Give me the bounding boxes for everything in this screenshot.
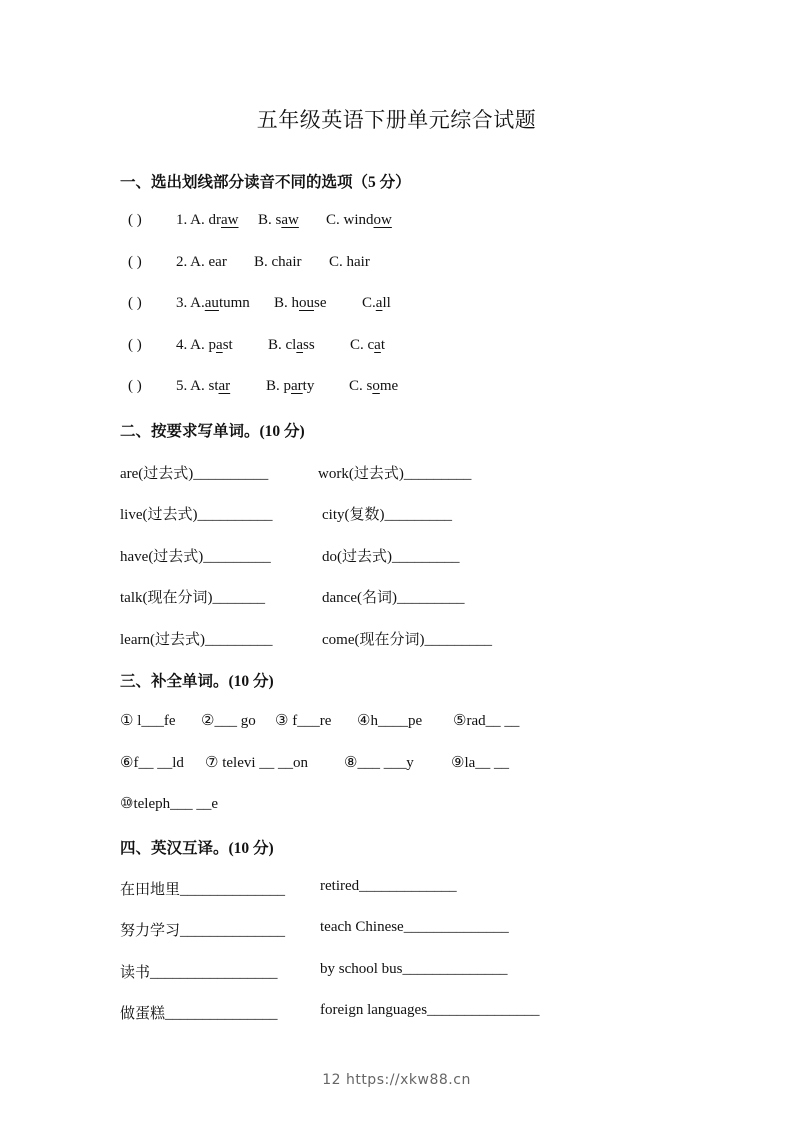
s4-item-left: 做蛋糕_______________ [120,1006,278,1022]
s2-item-right: city(复数)_________ [322,507,452,523]
s3-item: ⑧___ ___y [344,755,414,771]
option-c: C.all [362,295,391,311]
s3-item: ③ f___re [275,713,332,729]
s4-item-left: 在田地里______________ [120,882,286,898]
s2-item-right: work(过去式)_________ [318,466,472,482]
s1-item-1 [128,212,392,229]
s1-item-4 [128,337,386,354]
option-a-prefix: 4. A. p [176,337,217,353]
s3-item: ⑩teleph___ __e [120,796,219,812]
page-footer: 12 https://xkw88.cn [322,1072,471,1088]
s4-item-left: 读书_________________ [120,965,278,981]
answer-paren: ( ) [128,378,142,394]
section-2-heading: 二、按要求写单词。(10 分) [120,423,305,440]
option-b: B. party [266,378,315,394]
option-a-prefix: 5. A. st [176,378,219,394]
option-b: B. class [268,337,315,353]
option-a-prefix: 1. A. dr [176,212,221,228]
s2-item-right: come(现在分词)_________ [322,632,492,648]
option-a: 2. A. ear [176,254,227,270]
option-b: B. chair [254,254,302,270]
option-a-suffix: tumn [218,295,250,311]
s2-item-right: do(过去式)_________ [322,549,460,565]
s2-item-right: dance(名词)_________ [322,590,465,606]
s3-item: ① l___fe [120,713,176,729]
option-a-prefix: 3. A. [176,295,205,311]
option-c: C. hair [329,254,370,270]
s3-item: ⑦ televi __ __on [205,755,309,771]
s3-item: ⑥f__ __ld [120,755,184,771]
option-a-underline: ar [218,378,231,394]
option-a-suffix: st [222,337,233,353]
s4-item-right: foreign languages_______________ [320,1002,540,1018]
answer-paren: ( ) [128,254,142,270]
option-a-underline: au [204,295,219,311]
s2-item-left: are(过去式)__________ [120,466,269,482]
s1-item-5 [128,378,399,395]
option-a-underline: aw [221,212,239,228]
option-c: C. some [349,378,399,394]
answer-paren: ( ) [128,337,142,353]
answer-paren: ( ) [128,295,142,311]
option-b: B. saw [258,212,299,228]
s3-item: ⑤rad__ __ [453,713,520,729]
s3-item: ④h____pe [357,713,423,729]
answer-paren: ( ) [128,212,142,228]
option-a-underline: a [216,337,223,353]
s4-item-right: retired_____________ [320,878,457,894]
section-3-heading: 三、补全单词。(10 分) [120,673,274,690]
section-4-heading: 四、英汉互译。(10 分) [120,840,274,857]
option-c: C. cat [350,337,386,353]
option-b: B. house [274,295,327,311]
section-1-heading: 一、选出划线部分读音不同的选项（5 分） [120,174,411,191]
s1-item-2 [128,254,370,271]
option-c: C. window [326,212,392,228]
s3-item: ②___ go [201,713,256,729]
s2-item-left: have(过去式)_________ [120,549,271,565]
s4-item-right: teach Chinese______________ [320,919,509,935]
s4-item-left: 努力学习______________ [120,923,286,939]
s2-item-left: live(过去式)__________ [120,507,273,523]
s2-item-left: talk(现在分词)_______ [120,590,265,606]
s2-item-left: learn(过去式)_________ [120,632,273,648]
s4-item-right: by school bus______________ [320,961,508,977]
s1-item-3 [128,295,391,312]
page-title: 五年级英语下册单元综合试题 [256,108,537,132]
s3-item: ⑨la__ __ [451,755,510,771]
